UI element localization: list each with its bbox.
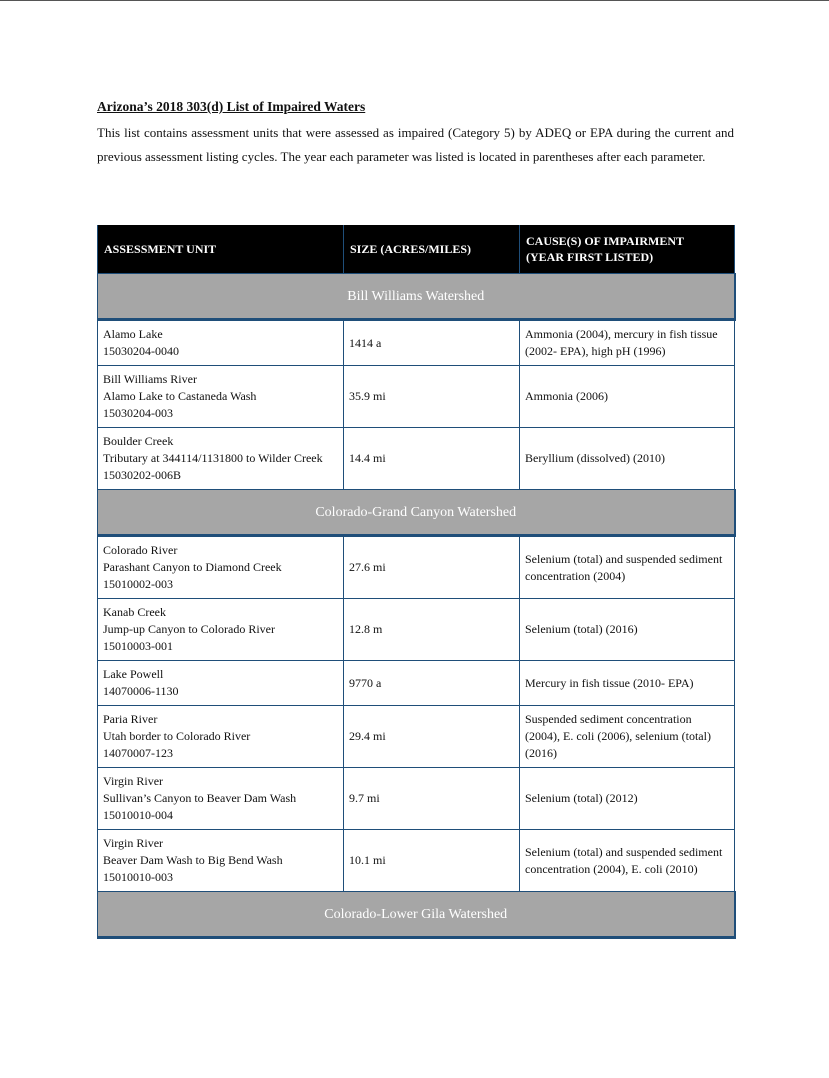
intro-paragraph: This list contains assessment units that were assessed as impaired (Category 5) by ADEQ or EPA during the current and previous assessment listing cycles. The year each parameter was listed is located in parentheses after each parameter. — [97, 125, 734, 164]
unit-name: Paria River — [103, 712, 158, 726]
unit-id: 14070007-123 — [103, 746, 173, 760]
header-cause — [520, 225, 735, 274]
unit-id: 15010010-004 — [103, 808, 173, 822]
size-cell: 10.1 mi — [344, 830, 520, 892]
table-row — [98, 768, 735, 830]
table-row — [98, 661, 735, 706]
assessment-unit-cell — [98, 536, 344, 599]
cause-cell: Suspended sediment concentration (2004), E. coli (2006), selenium (total) (2016) — [520, 706, 735, 768]
table-row — [98, 706, 735, 768]
size-cell: 12.8 m — [344, 599, 520, 661]
size-cell: 29.4 mi — [344, 706, 520, 768]
unit-reach: Parashant Canyon to Diamond Creek — [103, 560, 282, 574]
unit-reach: Utah border to Colorado River — [103, 729, 251, 743]
cause-cell: Ammonia (2006) — [520, 366, 735, 428]
cause-cell: Selenium (total) (2012) — [520, 768, 735, 830]
unit-name: Virgin River — [103, 836, 164, 850]
header-cause-line2: (YEAR FIRST LISTED) — [526, 250, 654, 264]
header-assessment-unit: ASSESSMENT UNIT — [98, 225, 344, 274]
unit-id: 15030204-003 — [103, 406, 173, 420]
unit-name: Boulder Creek — [103, 434, 174, 448]
table-row — [98, 536, 735, 599]
unit-name: Colorado River — [103, 543, 178, 557]
assessment-unit-cell — [98, 599, 344, 661]
table-row — [98, 599, 735, 661]
unit-name: Lake Powell — [103, 667, 164, 681]
unit-reach: Alamo Lake to Castaneda Wash — [103, 389, 257, 403]
assessment-unit-cell — [98, 830, 344, 892]
unit-reach: Beaver Dam Wash to Big Bend Wash — [103, 853, 283, 867]
unit-name: Bill Williams River — [103, 372, 197, 386]
assessment-unit-cell — [98, 661, 344, 706]
header-size: SIZE (ACRES/MILES) — [344, 225, 520, 274]
unit-name: Virgin River — [103, 774, 164, 788]
unit-id: 15010002-003 — [103, 577, 173, 591]
size-cell: 9.7 mi — [344, 768, 520, 830]
assessment-unit-cell — [98, 320, 344, 366]
cause-cell: Selenium (total) and suspended sediment concentration (2004), E. coli (2010) — [520, 830, 735, 892]
size-cell: 1414 a — [344, 320, 520, 366]
table-row — [98, 830, 735, 892]
watershed-label: Colorado-Grand Canyon Watershed — [98, 490, 735, 536]
unit-reach: Tributary at 344114/1131800 to Wilder Creek — [103, 451, 323, 465]
size-cell: 27.6 mi — [344, 536, 520, 599]
unit-id: 15030202-006B — [103, 468, 181, 482]
impaired-waters-table — [97, 225, 736, 939]
assessment-unit-cell — [98, 706, 344, 768]
table-row — [98, 320, 735, 366]
table-header-row — [98, 225, 735, 274]
size-cell: 14.4 mi — [344, 428, 520, 490]
cause-cell: Mercury in fish tissue (2010- EPA) — [520, 661, 735, 706]
unit-name: Kanab Creek — [103, 605, 166, 619]
unit-name: Alamo Lake — [103, 327, 163, 341]
cause-cell: Selenium (total) (2016) — [520, 599, 735, 661]
size-cell: 35.9 mi — [344, 366, 520, 428]
watershed-row — [98, 892, 735, 938]
watershed-row — [98, 274, 735, 320]
table-row — [98, 366, 735, 428]
watershed-label: Colorado-Lower Gila Watershed — [98, 892, 735, 938]
unit-reach: Jump-up Canyon to Colorado River — [103, 622, 275, 636]
watershed-row — [98, 490, 735, 536]
size-cell: 9770 a — [344, 661, 520, 706]
document-title: Arizona’s 2018 303(d) List of Impaired Waters — [97, 99, 366, 114]
table-row — [98, 428, 735, 490]
unit-id: 15030204-0040 — [103, 344, 179, 358]
assessment-unit-cell — [98, 428, 344, 490]
assessment-unit-cell — [98, 768, 344, 830]
unit-id: 15010010-003 — [103, 870, 173, 884]
watershed-label: Bill Williams Watershed — [98, 274, 735, 320]
unit-id: 15010003-001 — [103, 639, 173, 653]
cause-cell: Beryllium (dissolved) (2010) — [520, 428, 735, 490]
unit-id: 14070006-1130 — [103, 684, 179, 698]
cause-cell: Selenium (total) and suspended sediment concentration (2004) — [520, 536, 735, 599]
unit-reach: Sullivan’s Canyon to Beaver Dam Wash — [103, 791, 297, 805]
cause-cell: Ammonia (2004), mercury in fish tissue (2002- EPA), high pH (1996) — [520, 320, 735, 366]
header-cause-line1: CAUSE(S) OF IMPAIRMENT — [526, 234, 684, 248]
assessment-unit-cell — [98, 366, 344, 428]
